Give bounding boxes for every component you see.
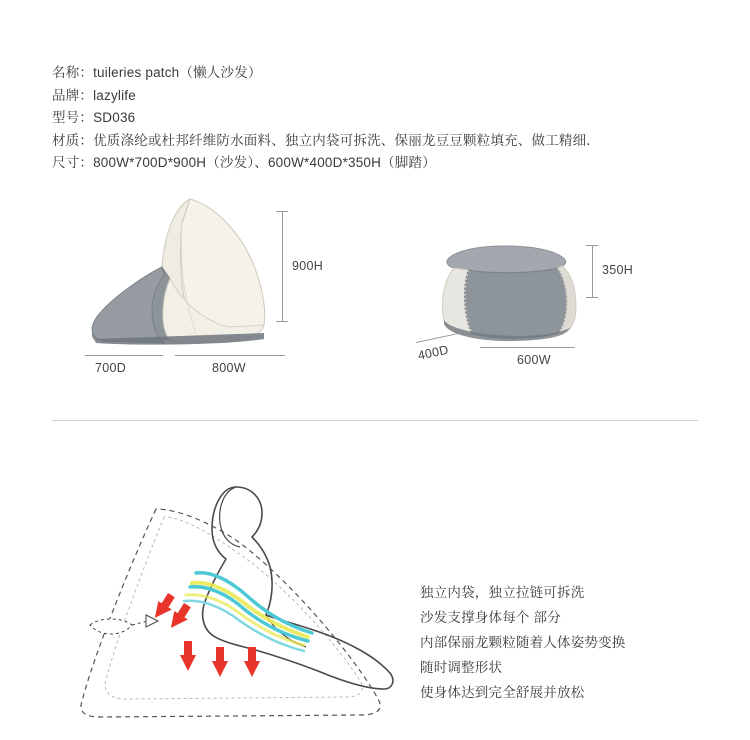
ottoman-width-dim-line xyxy=(480,347,575,348)
ottoman-illustration xyxy=(420,240,585,345)
sofa-depth-label: 700D xyxy=(95,361,127,375)
section-divider xyxy=(52,420,698,421)
feature-line-2: 沙发支撑身体每个 部分 xyxy=(420,610,561,625)
spec-line-name: 名称：tuileries patch（懒人沙发） xyxy=(52,65,262,80)
sofa-height-label: 900H xyxy=(292,259,324,273)
ottoman-width-label: 600W xyxy=(517,353,551,367)
product-drawings xyxy=(0,185,750,390)
specification-block xyxy=(52,62,692,175)
sofa-height-tick-top xyxy=(276,211,288,212)
spec-line-model: 型号：SD036 xyxy=(52,110,136,125)
feature-line-3: 内部保丽龙颗粒随着人体姿势变换 xyxy=(420,635,626,650)
feature-line-4: 随时调整形状 xyxy=(420,660,503,675)
feature-list xyxy=(420,580,720,705)
spec-line-material: 材质：优质涤纶或杜邦纤维防水面料、独立内袋可拆洗、保丽龙豆豆颗粒填充、做工精细． xyxy=(52,132,600,148)
ottoman-depth-label: 400D xyxy=(416,342,450,363)
spec-line-brand: 品牌：lazylife xyxy=(52,87,136,103)
sofa-depth-dim-line xyxy=(85,355,163,356)
spec-line-size: 尺寸：800W*700D*900H（沙发）、600W*400D*350H（脚踏） xyxy=(52,155,436,170)
sofa-width-label: 800W xyxy=(212,361,246,375)
ottoman-height-label: 350H xyxy=(602,263,634,277)
sofa-height-dim-line xyxy=(282,211,283,321)
ergonomic-illustration xyxy=(60,465,420,720)
sofa-width-dim-line xyxy=(175,355,285,356)
beanbag-sofa-illustration xyxy=(78,193,278,343)
ottoman-height-dim-line xyxy=(592,245,593,297)
feature-line-5: 使身体达到完全舒展并放松 xyxy=(420,685,585,700)
feature-line-1: 独立内袋，独立拉链可拆洗 xyxy=(420,585,585,600)
sofa-height-tick-bottom xyxy=(276,321,288,322)
ottoman-height-tick-bottom xyxy=(586,297,598,298)
ottoman-height-tick-top xyxy=(586,245,598,246)
